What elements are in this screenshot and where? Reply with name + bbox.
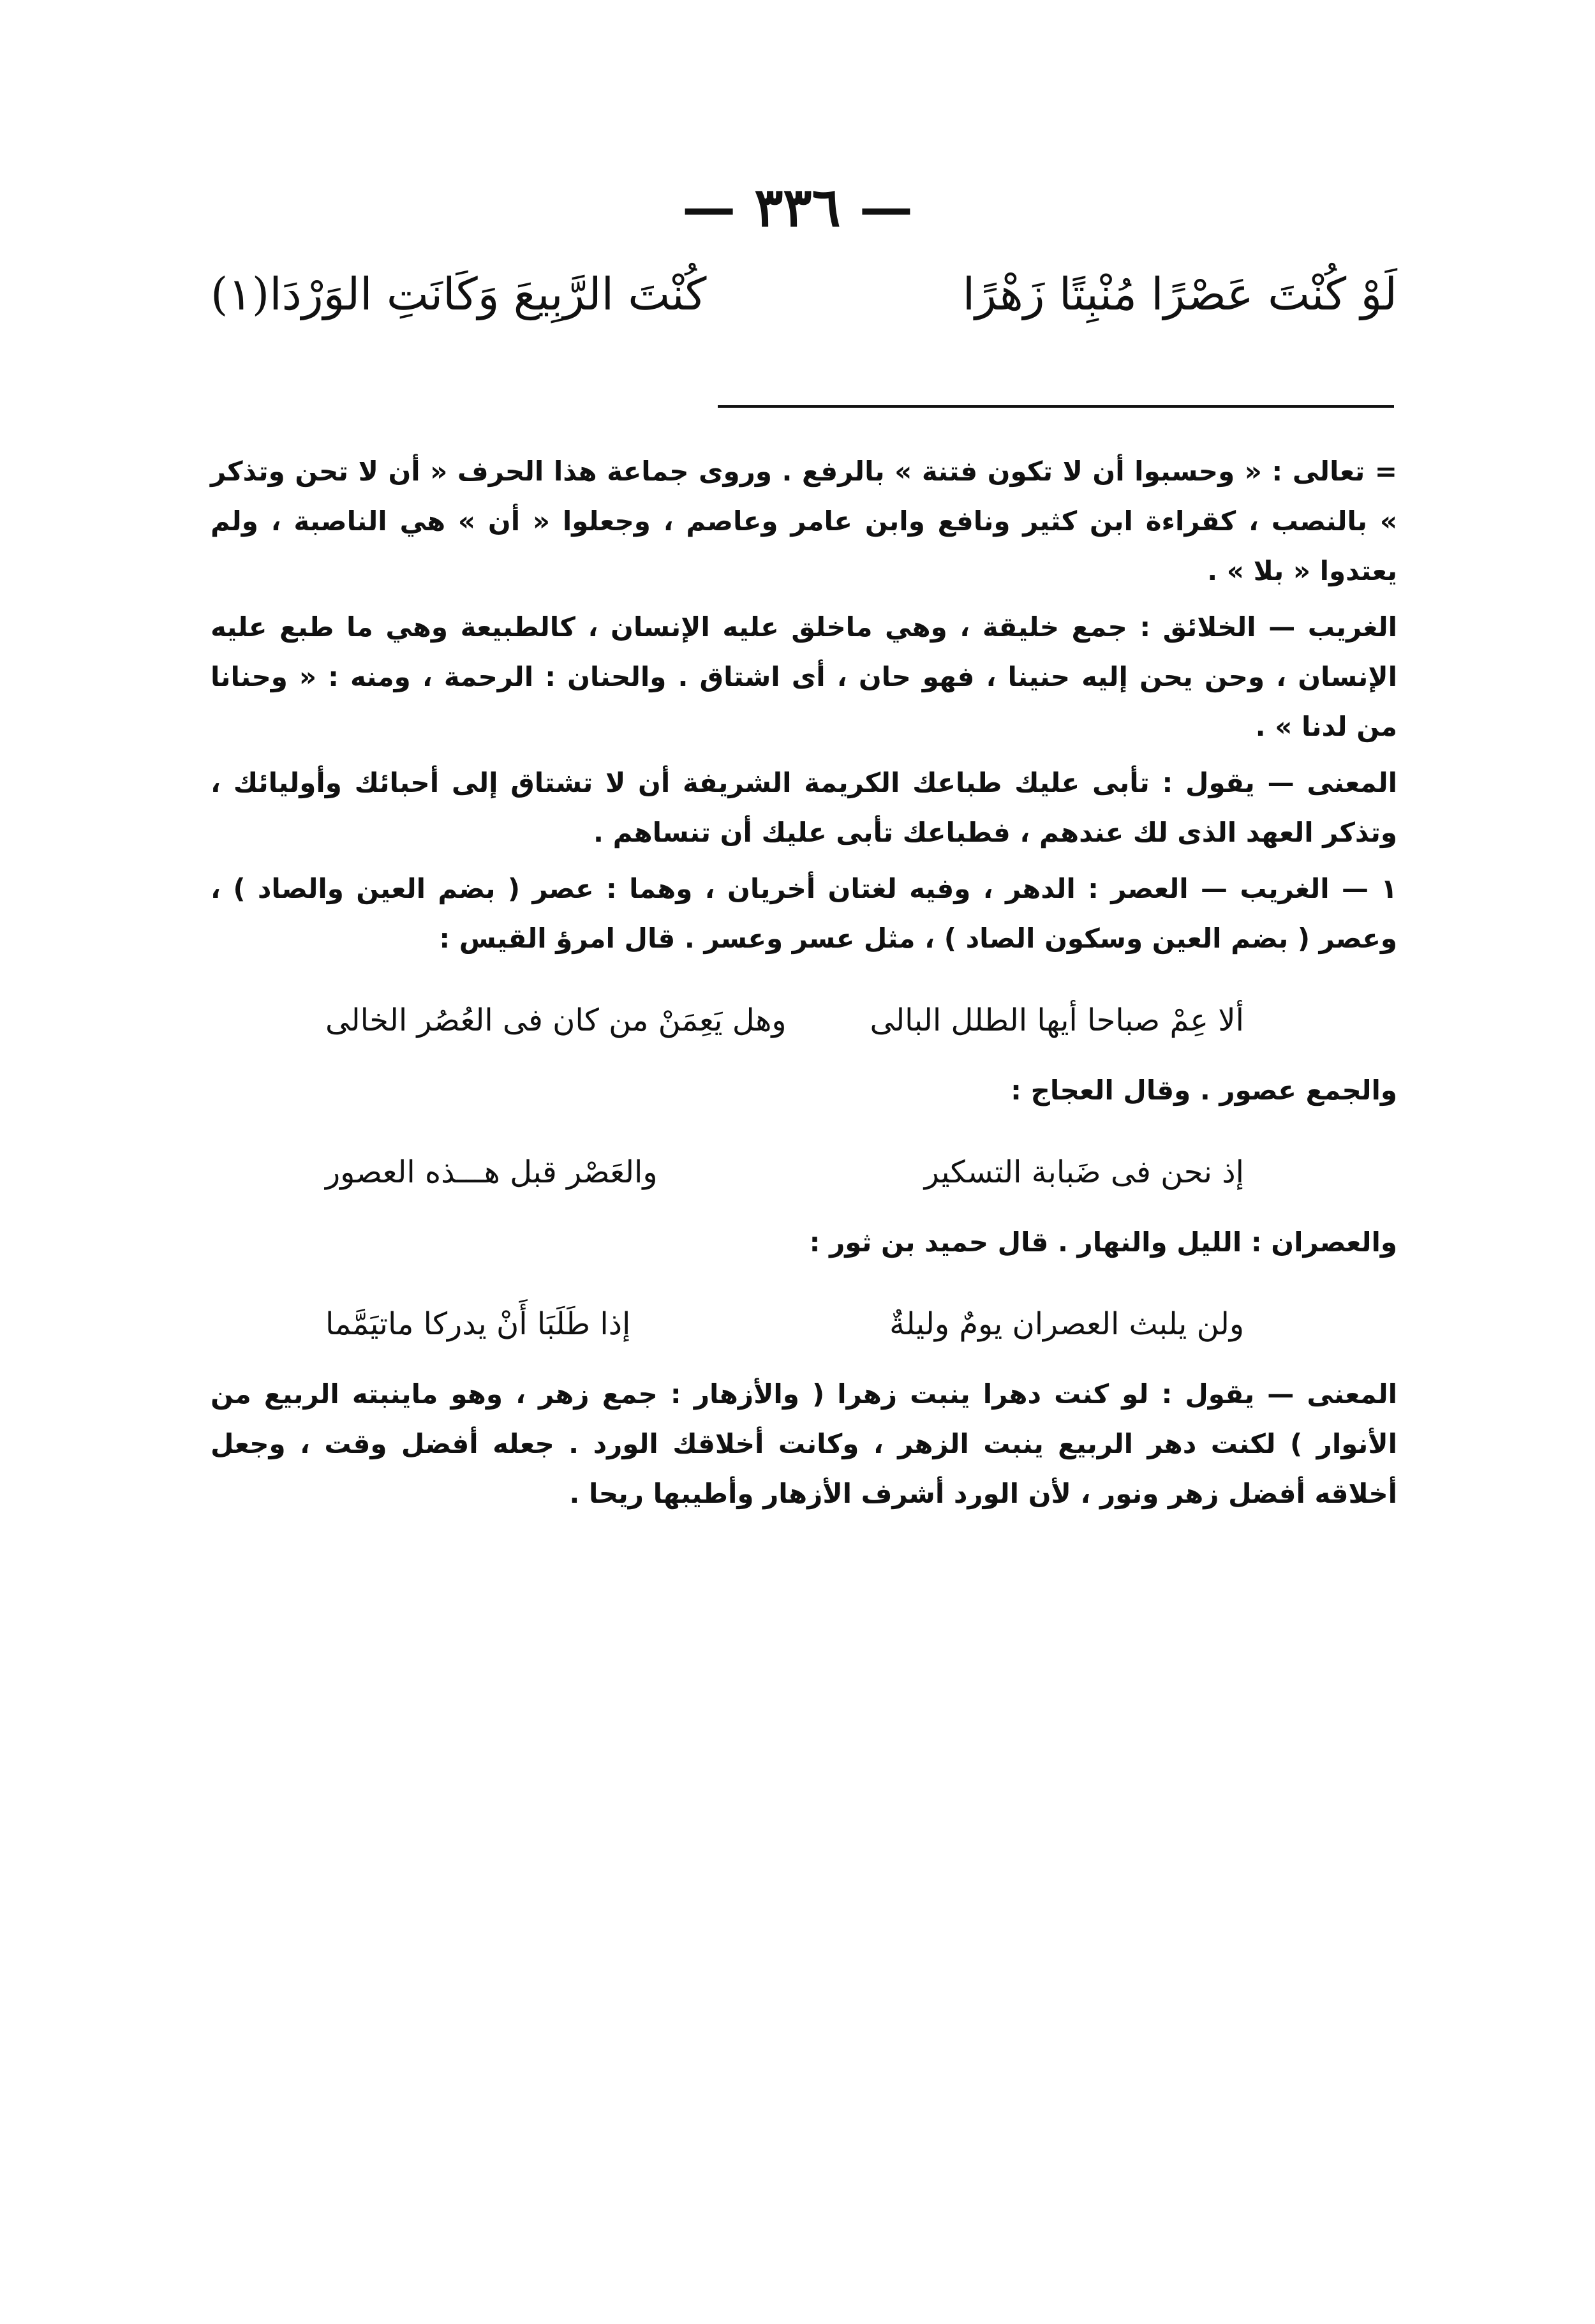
quoted-verse-second-hemistich: إذا طَلَبَا أَنْ يدركا ماتيَمَّما [325,1306,631,1342]
quoted-verse-first-hemistich: ألا عِمْ صباحا أيها الطلل البالى [870,1002,1244,1038]
note-continuation: = تعالى : « وحسبوا أن لا تكون فتنة » بالرفع . وروى جماعة هذا الحرف « أن لا تحن وتذكر » بالنصب ، كقراءة ابن كثير ونافع وابن عامر وعاصم ، وجعلوا « أن » هي الناصبة ، ولم يعتدوا « بلا » . [211,456,1397,586]
footnote-1-vocabulary: ١ — الغريب — العصر : الدهر ، وفيه لغتان أخريان ، وهما : عصر ( بضم العين والصاد ) ، وعصر ( بضم العين وسكون الصاد ) ، مثل عسر وعسر . قال امرؤ القيس : [211,873,1397,954]
note-two-ages: والعصران : الليل والنهار . قال حميد بن ثور : [809,1226,1397,1258]
note-meaning: المعنى — يقول : تأبى عليك طباعك الكريمة الشريفة أن لا تشتاق إلى أحبائك وأوليائك ، وتذكر العهد الذى لك عندهم ، فطباعك تأبى عليك أن تنساهم . [211,767,1397,848]
footnote-divider [718,405,1394,408]
verse-first-hemistich: لَوْ كُنْتَ عَصْرًا مُنْبِتًا زَهْرًا [962,268,1397,320]
note-vocabulary: الغريب — الخلائق : جمع خليقة ، وهي ماخلق عليه الإنسان ، كالطبيعة وهي ما طبع عليه الإنسان ، وحن يحن إليه حنينا ، فهو حان ، أى اشتاق . والحنان : الرحمة ، ومنه : « وحنانا من لدنا » . [211,611,1397,742]
footnote-1-meaning: المعنى — يقول : لو كنت دهرا ينبت زهرا ( والأزهار : جمع زهر ، وهو ماينبته الربيع من الأنوار ) لكنت دهر الربيع ينبت الزهر ، وكانت أخلاقك الورد . جعله أفضل وقت ، وجعل أخلاقه أفضل زهر ونور ، لأن الورد أشرف الأزهار وأطيبها ريحا . [211,1378,1397,1509]
quoted-verse-second-hemistich: والعَصْر قبل هـــذه العصور [325,1154,658,1190]
quoted-verse-al-ajjaj [211,1122,1397,1218]
note-plural: والجمع عصور . وقال العجاج : [1011,1075,1397,1106]
quoted-verse-imru-al-qays [211,970,1397,1066]
verse-line [211,268,1397,338]
page-number: — ٣٣٦ — [682,175,913,239]
verse-second-hemistich: كُنْتَ الرَّبِيعَ وَكَانَتِ الوَرْدَا(١) [211,268,707,320]
quoted-verse-humayd-ibn-thawr [211,1274,1397,1369]
quoted-verse-first-hemistich: ولن يلبث العصران يومٌ وليلةٌ [889,1306,1244,1342]
quoted-verse-second-hemistich: وهل يَعِمَنْ من كان فى العُصُر الخالى [325,1002,787,1038]
quoted-verse-first-hemistich: إذ نحن فى ضَبابة التسكير [924,1154,1244,1190]
commentary [211,447,1397,1525]
